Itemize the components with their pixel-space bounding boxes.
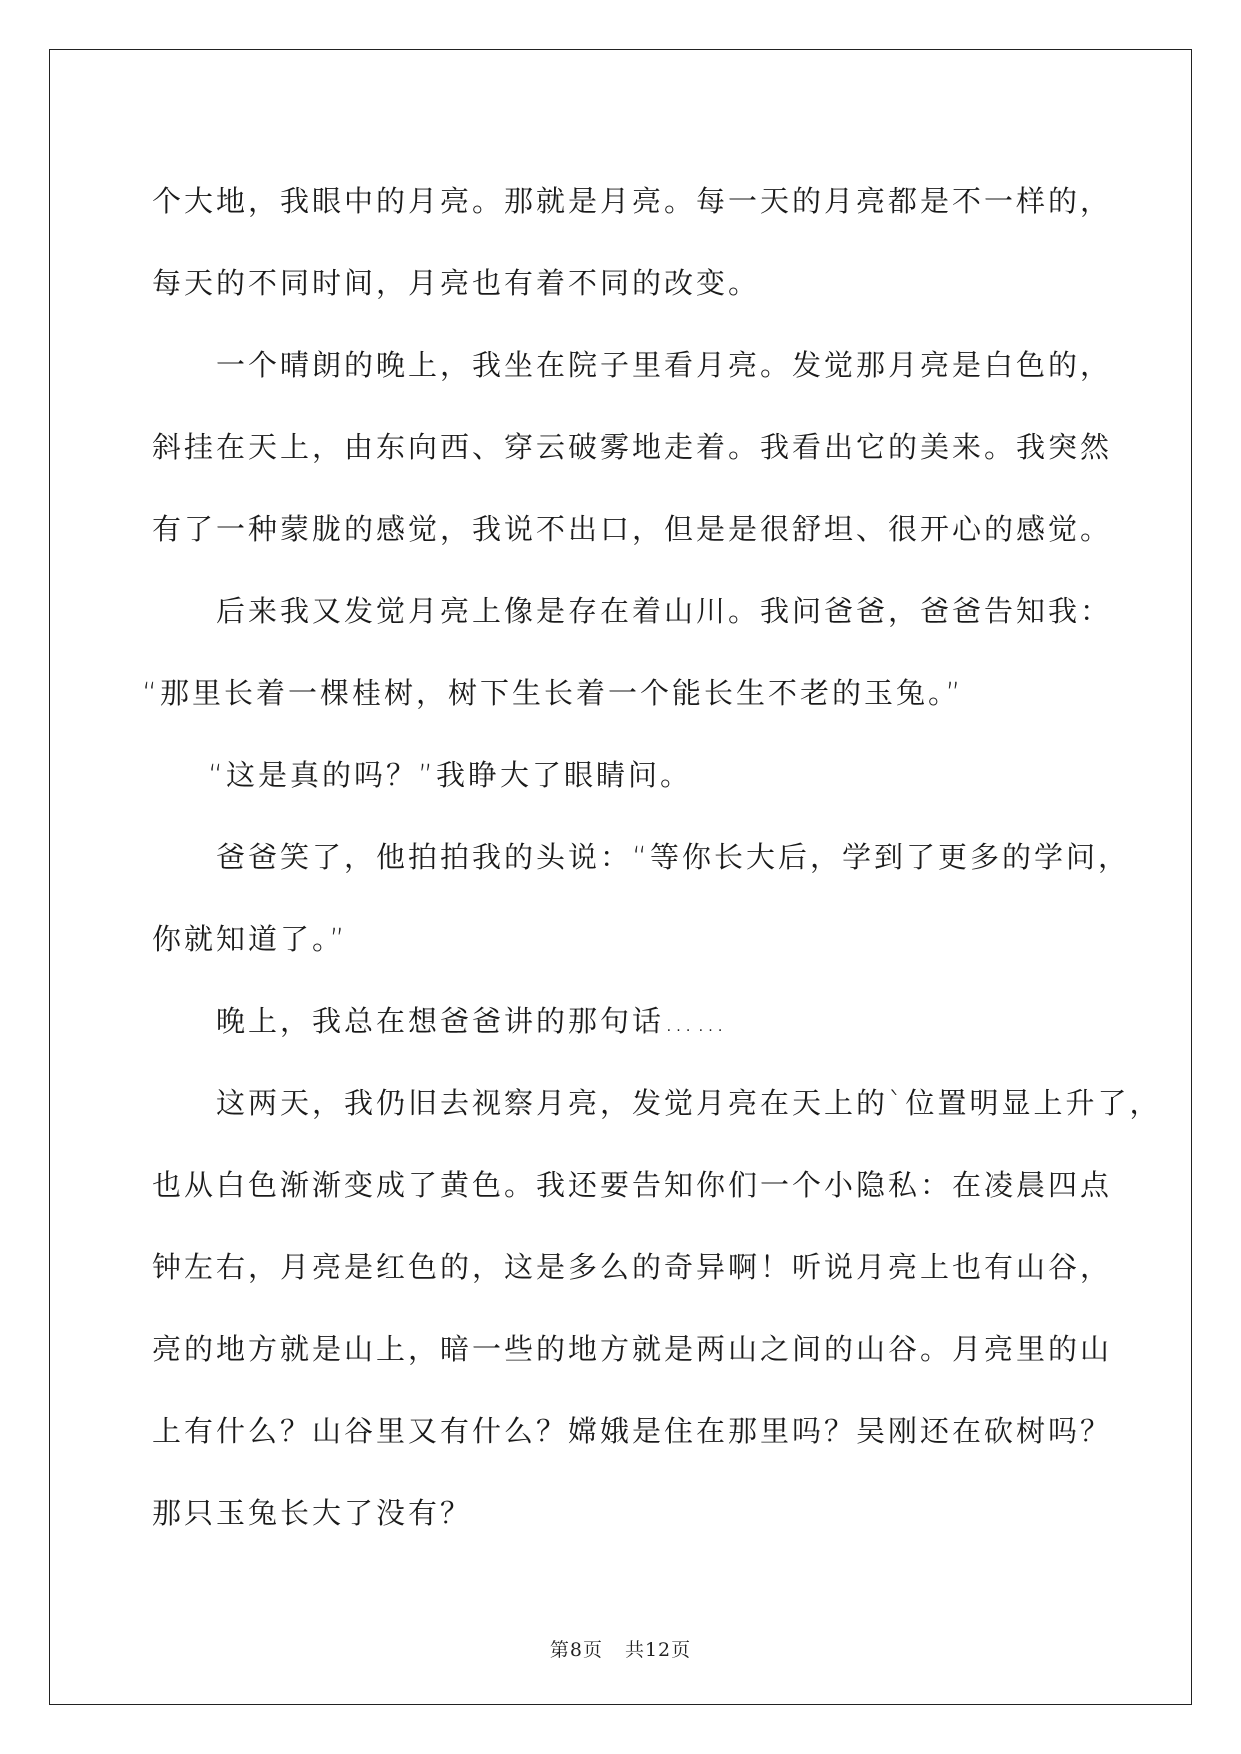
text-line: 每天的不同时间，月亮也有着不同的改变。 <box>152 266 761 300</box>
text-line: 你就知道了。” <box>152 922 348 956</box>
paragraph-first-line: “这是真的吗？”我睁大了眼睛问。 <box>208 758 693 792</box>
document-body <box>142 160 1162 1554</box>
text-line: “那里长着一棵桂树，树下生长着一个能长生不老的玉兔。” <box>142 676 964 710</box>
text-line: 斜挂在天上，由东向西、穿云破雾地走着。我看出它的美来。我突然 <box>152 430 1113 464</box>
paragraph-first-line: 爸爸笑了，他拍拍我的头说：“等你长大后，学到了更多的学问， <box>216 840 1131 874</box>
page-footer <box>0 1635 1241 1662</box>
paragraph-first-line: 后来我又发觉月亮上像是存在着山川。我问爸爸，爸爸告知我： <box>216 594 1113 628</box>
page-total: 共12页 <box>624 1639 692 1661</box>
paragraph-first-line: 这两天，我仍旧去视察月亮，发觉月亮在天上的`位置明显上升了， <box>216 1086 1162 1120</box>
text-line: 也从白色渐渐变成了黄色。我还要告知你们一个小隐私：在凌晨四点 <box>152 1168 1113 1202</box>
paragraph-first-line: 晚上，我总在想爸爸讲的那句话…… <box>216 1004 729 1038</box>
paragraph-first-line: 一个晴朗的晚上，我坐在院子里看月亮。发觉那月亮是白色的， <box>216 348 1113 382</box>
text-line: 钟左右，月亮是红色的，这是多么的奇异啊！听说月亮上也有山谷， <box>152 1250 1113 1284</box>
text-line: 个大地，我眼中的月亮。那就是月亮。每一天的月亮都是不一样的， <box>152 184 1113 218</box>
page-number: 第8页 <box>549 1639 603 1661</box>
text-line: 亮的地方就是山上，暗一些的地方就是两山之间的山谷。月亮里的山 <box>152 1332 1113 1366</box>
text-line: 那只玉兔长大了没有？ <box>152 1496 473 1530</box>
text-line: 有了一种蒙胧的感觉，我说不出口，但是是很舒坦、很开心的感觉。 <box>152 512 1113 546</box>
text-line: 上有什么？山谷里又有什么？嫦娥是住在那里吗？吴刚还在砍树吗？ <box>152 1414 1113 1448</box>
